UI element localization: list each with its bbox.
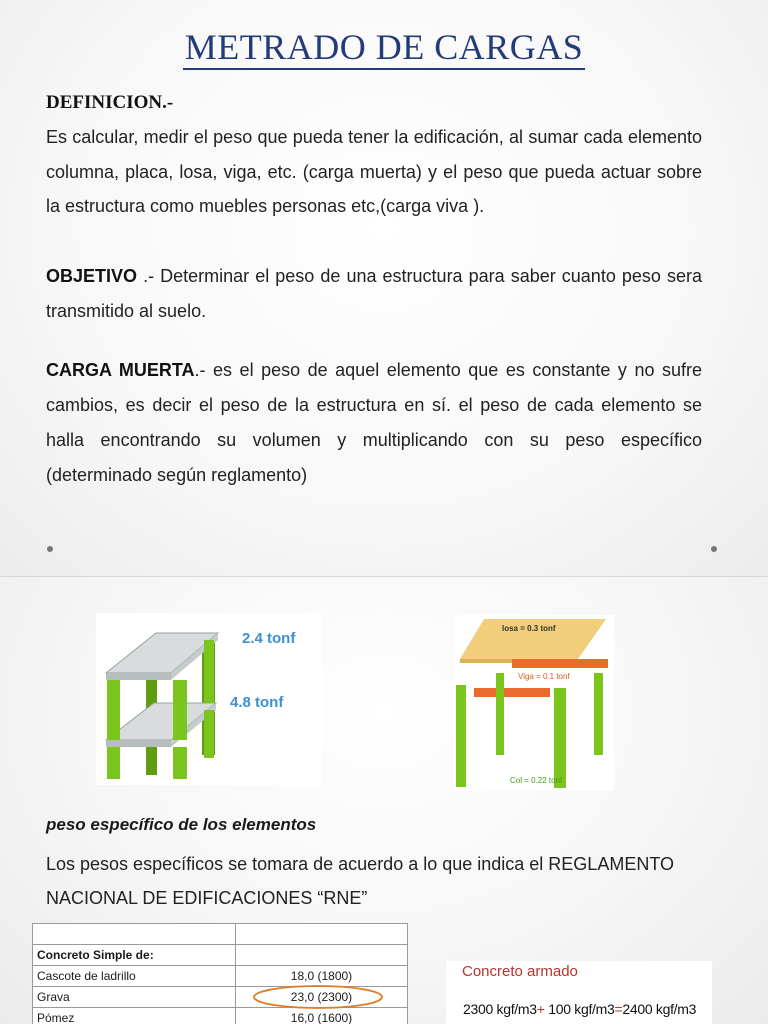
table-header-cell: Concreto Simple de: — [33, 945, 236, 966]
table-cell-name: Cascote de ladrillo — [33, 966, 236, 987]
front-right-leg-upper — [173, 680, 187, 740]
table-cell-name: Grava — [33, 987, 236, 1008]
table-cell — [236, 945, 408, 966]
column-back-right — [594, 673, 603, 755]
back-right-leg-lower — [204, 710, 214, 758]
label-losa: losa = 0.3 tonf — [502, 624, 556, 633]
page-title: METRADO DE CARGAS — [0, 26, 768, 68]
table-cell-value: 16,0 (1600) — [236, 1008, 408, 1024]
formula-part-3: 2400 kgf/m3 — [622, 1001, 697, 1017]
label-col: Col = 0.22 tonf — [510, 776, 563, 785]
highlighted-value: 23,0 (2300) — [290, 990, 353, 1004]
concreto-armado-formula — [463, 1001, 696, 1017]
label-middle-load: 4.8 tonf — [230, 694, 284, 711]
back-right-leg-upper — [204, 640, 214, 703]
viga-beam-top — [512, 659, 608, 668]
slide-2 — [0, 576, 768, 1024]
definicion-text: Es calcular, medir el peso que pueda tener la edificación, al sumar cada elemento columna, placa, losa, viga, etc. (carga muerta) y el peso que pueda actuar sobre la estructura como muebles personas etc,(carga viva ). — [46, 127, 702, 217]
front-right-leg-lower — [173, 747, 187, 779]
formula-part-1: 2300 kgf/m3 — [463, 1001, 537, 1017]
table-cell-value: 18,0 (1800) — [236, 966, 408, 987]
peso-especifico-table — [32, 923, 408, 1024]
bullet-dot-right — [711, 546, 717, 552]
table-row-header — [33, 945, 408, 966]
two-level-structure-drawing — [96, 613, 322, 785]
column-right — [554, 688, 566, 788]
front-left-leg-upper — [107, 680, 120, 740]
front-left-leg-lower — [107, 747, 120, 779]
carga-muerta-text: .- es el peso de aquel elemento que es constante y no sufre cambios, es decir el peso de la estructura en sí. el peso de cada elemento se halla encontrando su volumen y multiplicando con su peso específico (determinado según reglamento) — [46, 360, 702, 485]
column-left — [456, 685, 466, 787]
table-row — [33, 987, 408, 1008]
reglamento-paragraph: Los pesos específicos se tomara de acuerdo a lo que indica el REGLAMENTO NACIONAL DE EDIFICACIONES “RNE” — [46, 854, 674, 908]
objetivo-paragraph — [46, 259, 702, 328]
peso-especifico-subheading: peso específico de los elementos — [46, 815, 317, 834]
carga-muerta-label: CARGA MUERTA — [46, 360, 195, 380]
label-viga: Viga = 0.1 tonf — [518, 672, 570, 681]
formula-plus: + — [536, 1001, 549, 1017]
exploded-elements-drawing — [454, 615, 614, 791]
highlight-ellipse-shape — [254, 986, 382, 1008]
column-middle — [496, 673, 504, 755]
middle-slab-edge — [106, 740, 171, 747]
top-slab-edge — [106, 673, 171, 680]
objetivo-label: OBJETIVO — [46, 266, 138, 286]
bullet-dot-left — [47, 546, 53, 552]
table-row-blank — [33, 924, 408, 945]
concreto-armado-box — [446, 961, 712, 1024]
table-cell — [33, 924, 236, 945]
viga-beam-left — [474, 688, 550, 697]
label-top-load: 2.4 tonf — [242, 630, 296, 647]
concreto-armado-title: Concreto armado — [462, 963, 578, 980]
figure-exploded-elements — [454, 615, 614, 791]
definicion-heading: DEFINICION.- — [46, 92, 174, 113]
figure-two-level-structure — [96, 613, 322, 785]
formula-equals: = — [614, 1001, 623, 1017]
highlight-ellipse — [250, 983, 386, 1011]
objetivo-text: .- Determinar el peso de una estructura para saber cuanto peso sera transmitido al suelo. — [46, 266, 702, 321]
table-cell — [236, 924, 408, 945]
formula-part-2: 100 kgf/m3 — [548, 1001, 615, 1017]
carga-muerta-paragraph — [46, 353, 702, 493]
table-cell-name: Pómez — [33, 1008, 236, 1024]
table-cell-value-highlighted — [236, 987, 408, 1008]
